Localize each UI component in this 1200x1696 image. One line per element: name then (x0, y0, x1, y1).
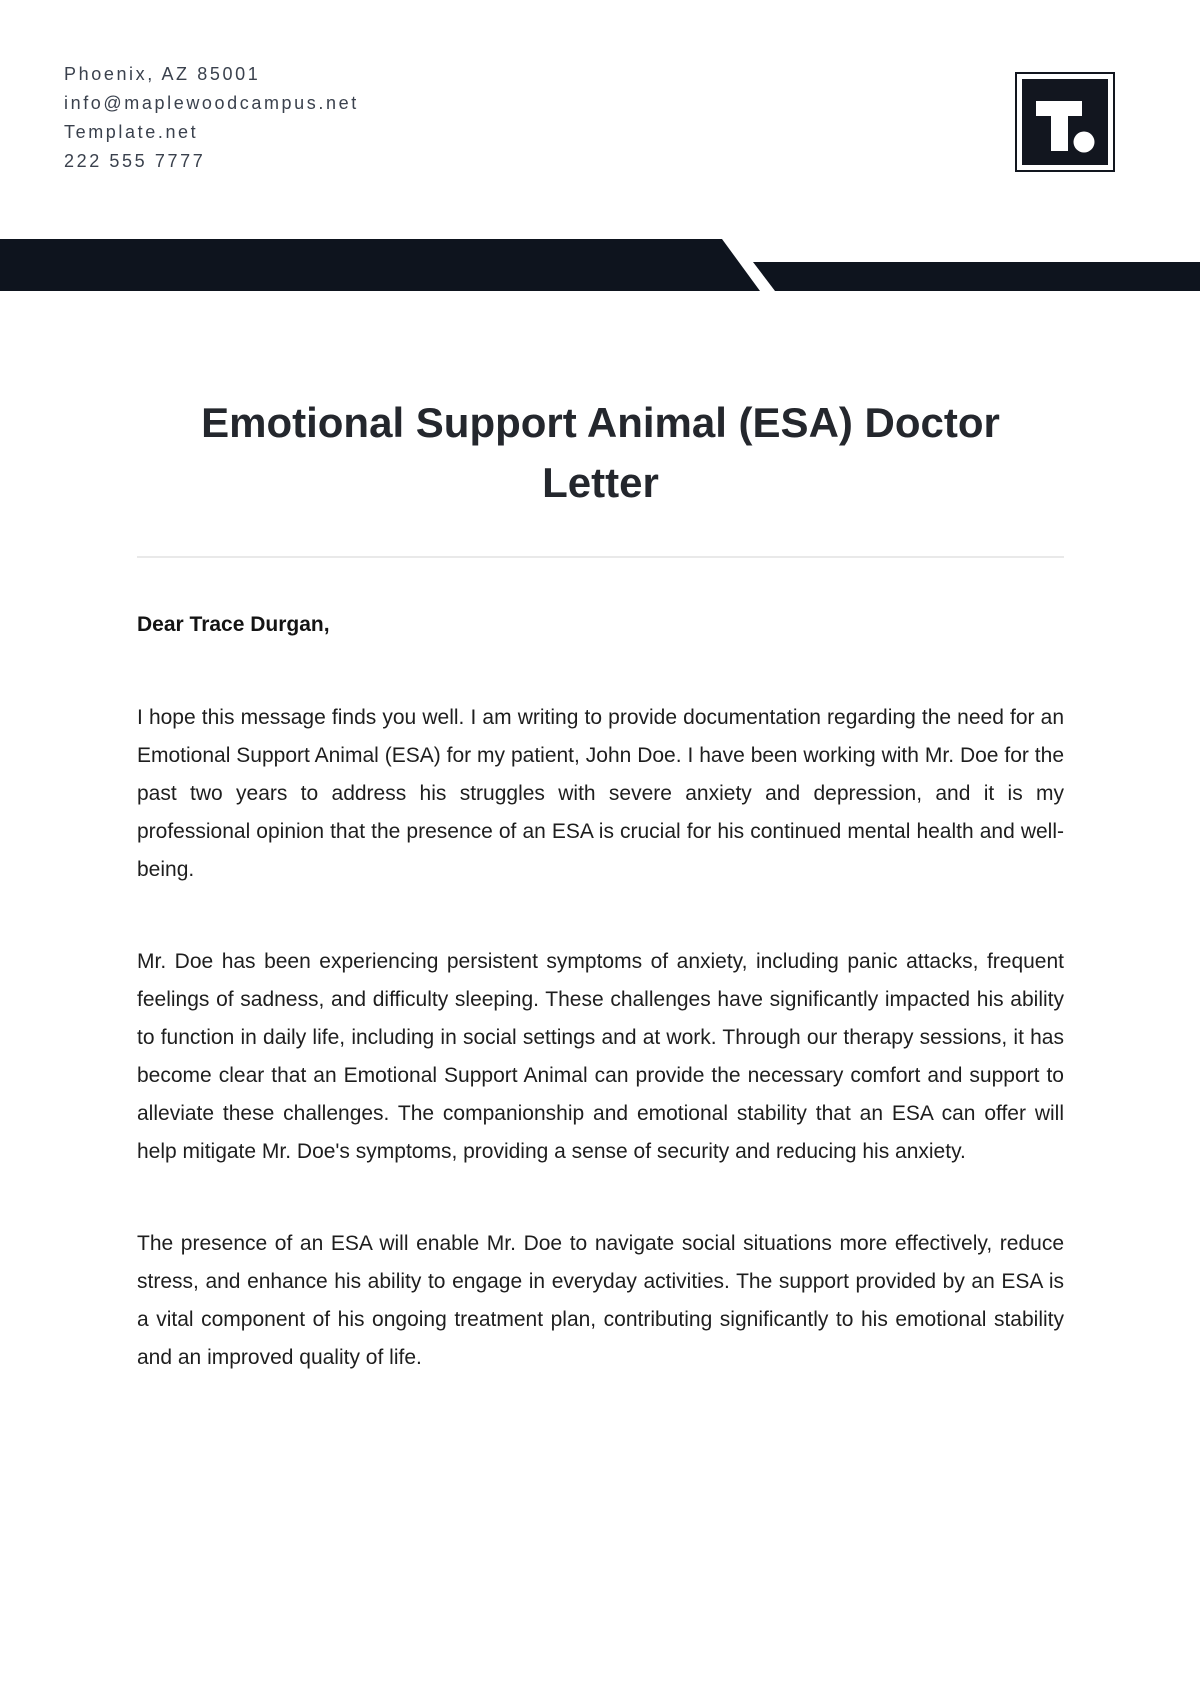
contact-info (64, 60, 359, 176)
contact-phone: 222 555 7777 (64, 151, 206, 171)
salutation: Dear Trace Durgan, (137, 613, 330, 636)
banner-shape (0, 239, 1200, 291)
title-divider (137, 556, 1064, 558)
contact-website: Template.net (64, 122, 199, 142)
letter-paragraph: I hope this message finds you well. I am writing to provide documentation regarding the need for an Emotional Support Animal (ESA) for my patient, John Doe. I have been working with Mr. Doe for the past two years to address his struggles with severe anxiety and depression, and it is my professional opinion that the presence of an ESA is crucial for his continued mental health and well-being. (137, 706, 1064, 881)
templatenet-logo-icon (1022, 79, 1108, 165)
page-title: Emotional Support Animal (ESA) Doctor Letter (201, 399, 1000, 506)
logo-text (1108, 79, 1109, 80)
letter-paragraph: The presence of an ESA will enable Mr. Doe to navigate social situations more effectively, reduce stress, and enhance his ability to engage in everyday activities. The support provided by an ESA is a vital component of his ongoing treatment plan, contributing significantly to his emotional stability and an improved quality of life. (137, 1232, 1064, 1369)
header-banner (0, 239, 1200, 291)
contact-email: info@maplewoodcampus.net (64, 93, 359, 113)
letter-paragraph: Mr. Doe has been experiencing persistent symptoms of anxiety, including panic attacks, frequent feelings of sadness, and difficulty sleeping. These challenges have significantly impacted his ability to function in daily life, including in social settings and at work. Through our therapy sessions, it has become clear that an Emotional Support Animal can provide the necessary comfort and support to alleviate these challenges. The companionship and emotional stability that an ESA can offer will help mitigate Mr. Doe's symptoms, providing a sense of security and reducing his anxiety. (137, 950, 1064, 1163)
contact-address: Phoenix, AZ 85001 (64, 64, 261, 84)
letter-body (137, 699, 1064, 1431)
templatenet-logo (1015, 72, 1115, 172)
